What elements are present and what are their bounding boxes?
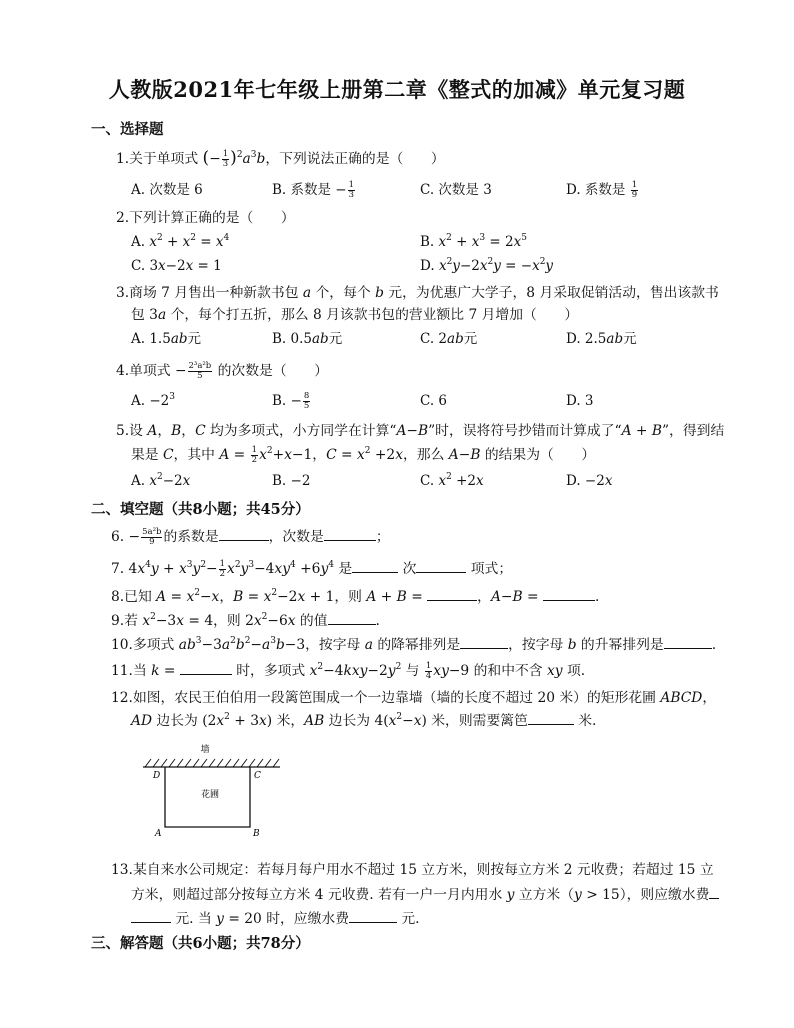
vertex-a-label: A (155, 829, 162, 839)
option-d: D. $x^2y-2x^2y = -x^2y$ (420, 257, 554, 274)
question-text: ，下列说法正确的是（ ） (265, 151, 445, 167)
answer-blank (180, 662, 232, 675)
option-d: D. −2x (566, 473, 613, 489)
option-b: B. 0.5ab元 (272, 331, 343, 347)
answer-blank (543, 588, 595, 601)
question-1: 1.关于单项式 (− $\frac{1}{3}$ )$^2a^3b$，下列说法正确的是（ ） (116, 148, 445, 169)
question-4: 4.单项式 − $\frac{\text{2³a²b}}{5}$ 的次数是（ ） (116, 361, 329, 381)
option-b: B. − $\frac{8}{5}$ (272, 391, 310, 411)
answer-blank (416, 560, 466, 573)
wall-label: 墙 (200, 745, 210, 755)
vertex-c-label: C (254, 771, 261, 781)
question-12-line-2: AD 边长为 $(2x^2 + 3x)$ 米，AB 边长为 $4(x^2-x)$ 米，则需要篱笆 米. (131, 712, 597, 729)
option-d: D. 系数是 $\frac{1}{9}$ (566, 180, 638, 200)
option-c: C. 2ab元 (420, 331, 478, 347)
answer-blank (324, 528, 376, 541)
question-13-line-3: 元. 当 y = 20 时，应缴水费 元. (131, 910, 420, 928)
answer-blank (131, 910, 171, 923)
option-a: A. 次数是 6 (131, 182, 203, 198)
question-10: 10.多项式 $ab^3-3a^2b^2-a^3b-3$，按字母 a 的降幂排列是 ，按字母 b 的升幂排列是 . (111, 636, 717, 653)
answer-blank (349, 910, 397, 923)
option-a: A. $-2^3$ (131, 392, 175, 409)
answer-blank (460, 636, 508, 649)
answer-blank (427, 588, 477, 601)
option-c: C. 3x−2x = 1 (131, 258, 222, 274)
question-text: 关于单项式 (129, 151, 199, 167)
option-b: B. −2 (272, 473, 311, 489)
option-c: C. $x^2 +2x$ (420, 472, 484, 489)
option-d: D. 3 (566, 393, 594, 409)
question-3: 3.商场 7 月售出一种新款书包 a 个，每个 b 元，为优惠广大学子，8 月采取促销活动，售出该款书 (116, 285, 719, 301)
option-c: C. 次数是 3 (420, 182, 492, 198)
answer-blank (328, 612, 376, 625)
option-b: B. $x^2 + x^3 = 2x^5$ (420, 233, 527, 250)
option-a: A. $x^2 + x^2 = x^4$ (131, 233, 230, 250)
question-6: 6. − $\frac{\text{5a²b}}{9}$ 的系数是 ，次数是 ； (111, 527, 390, 547)
section-heading-answer: 三、解答题（共6小题；共78分） (91, 935, 310, 952)
question-3-line-2: 包 3a 个，每个打五折，那么 8 月该款书包的营业额比 7 月增加（ ） (131, 307, 579, 323)
question-7: 7. $4x^4y + x^3y^2-$ $\frac{1}{2}$ $x^2y^3-4xy^4 +6y^4$ 是 次 项式； (111, 559, 513, 579)
question-13-line-2: 方米，则超过部分按每立方米 4 元收费. 若有一户一月内用水 y 立方米（y > 15），则应缴水费 (131, 886, 719, 904)
question-11: 11.当 k = 时，多项式 $x^2-4kxy-2y^2$ 与 $\frac{1}{4}$ xy−9 的和中不含 xy 项. (111, 661, 586, 681)
answer-blank (709, 886, 719, 899)
question-number: 1. (116, 151, 130, 167)
question-5-line-2: 果是 C，其中 A = $\frac{1}{2}$ $x^2+x-1$，$C = x^2 +2x$，那么 A−B 的结果为（ ） (131, 445, 596, 465)
answer-blank (664, 636, 712, 649)
vertex-b-label: B (253, 829, 260, 839)
question-2: 2.下列计算正确的是（ ） (116, 210, 295, 226)
option-a: A. $x^2-2x$ (131, 472, 191, 489)
option-c: C. 6 (420, 393, 448, 409)
section-heading-choice: 一、选择题 (91, 121, 164, 138)
vertex-d-label: D (153, 771, 161, 781)
answer-blank (219, 528, 269, 541)
question-8: 8.已知 $A = x^2-x$，$B = x^2-2x + 1$，则 A + B = ，A−B = . (111, 588, 600, 605)
option-d: D. 2.5ab元 (566, 331, 637, 347)
answer-blank (352, 560, 398, 573)
question-9: 9.若 $x^2-3x = 4$，则 $2x^2-6x$ 的值 . (111, 612, 380, 629)
section-heading-fill: 二、填空题（共8小题；共45分） (91, 501, 310, 518)
question-13: 13.某自来水公司规定：若每月每户用水不超过 15 立方米，则按每立方米 2 元收费；若超过 15 立 (111, 862, 714, 878)
answer-blank (528, 712, 574, 725)
option-b: B. 系数是 − $\frac{1}{3}$ (272, 180, 355, 200)
question-12: 12.如图，农民王伯伯用一段篱笆围成一个一边靠墙（墙的长度不超过 20 米）的矩形花圃 ABCD， (111, 690, 717, 706)
question-5: 5.设 A，B，C 均为多项式，小方同学在计算“A−B”时，误将符号抄错而计算成了“A + B”，得到结 (116, 423, 725, 439)
option-a: A. 1.5ab元 (131, 331, 202, 347)
page-title: 人教版2021年七年级上册第二章《整式的加减》单元复习题 (108, 77, 686, 102)
wall-hatching (145, 759, 279, 767)
garden-diagram (135, 742, 285, 842)
garden-label: 花圃 (200, 790, 220, 800)
